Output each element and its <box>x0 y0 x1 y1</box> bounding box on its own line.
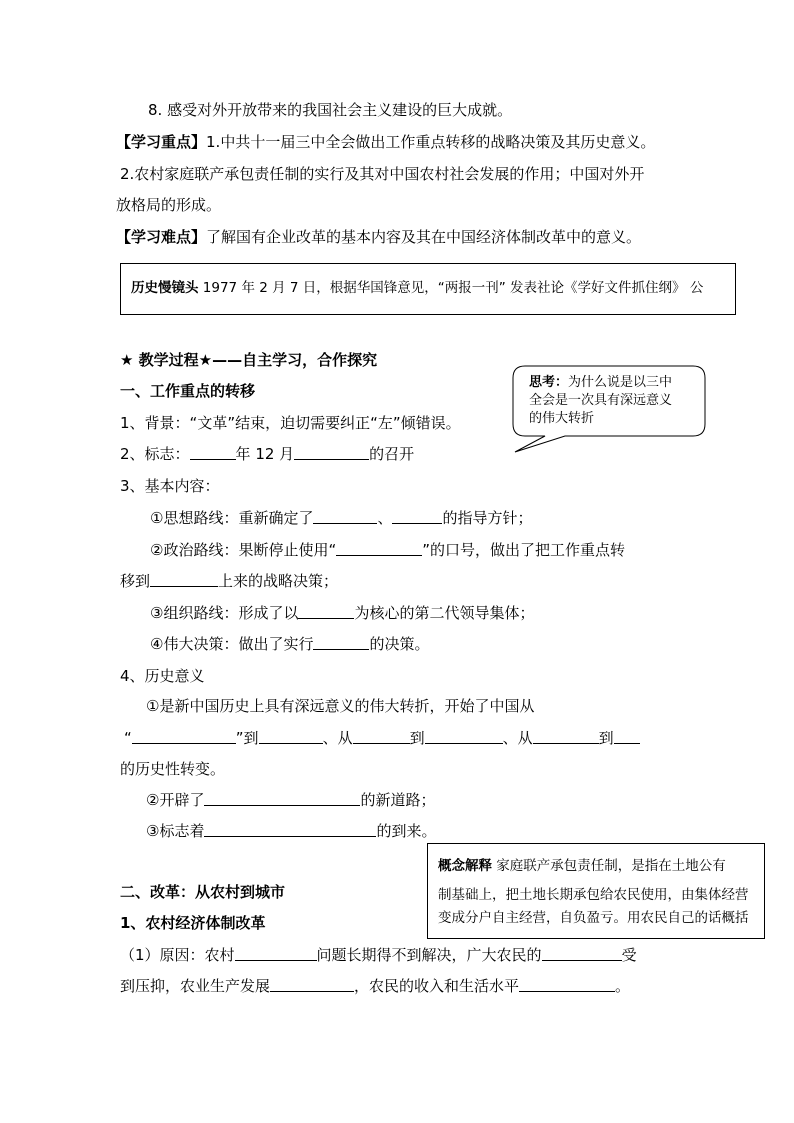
ideology-suffix: 的指导方针； <box>442 509 533 527</box>
meaning-from-2: 、从 <box>322 729 353 747</box>
meaning-line-5 <box>146 821 436 841</box>
decision-line <box>150 634 429 654</box>
think-line-2: 全会是一次具有深远意义 <box>529 393 673 408</box>
meaning-marks-label: ③标志着 <box>146 822 205 840</box>
meaning-blank-5 <box>533 728 599 744</box>
cause-blank-3 <box>270 976 354 992</box>
meaning-to-1: ”到 <box>235 729 259 747</box>
meaning-open-quote: “ <box>124 729 132 747</box>
politics-label: ②政治路线：果断停止使用“ <box>150 541 337 559</box>
concept-tag: 概念解释 <box>438 858 492 874</box>
think-bubble <box>505 362 715 457</box>
mark-year-blank <box>190 444 236 460</box>
cause-end: 。 <box>615 977 631 995</box>
meaning-road-blank <box>204 790 360 806</box>
mark-month: 年 12 月 <box>235 445 295 463</box>
decision-label: ④伟大决策：做出了实行 <box>150 635 314 653</box>
cause-line-1 <box>120 945 637 965</box>
concept-line-3: 变成分户自主经营，自负盈亏。用农民自己的话概括 <box>438 910 749 926</box>
difficulty-text: 了解国有企业改革的基本内容及其在中国经济体制改革中的意义。 <box>206 228 642 246</box>
meaning-era-suffix: 的到来。 <box>376 822 437 840</box>
process-heading: ★ 教学过程★——自主学习，合作探究 <box>120 351 378 369</box>
ideology-sep: 、 <box>377 509 393 527</box>
cause-suffix: 受 <box>621 946 637 964</box>
section1-mark <box>120 444 414 464</box>
think-line-3: 的伟大转折 <box>529 411 595 426</box>
politics-line-1 <box>150 540 625 560</box>
meaning-to-2: 到 <box>409 729 425 747</box>
meaning-blank-6 <box>614 728 640 744</box>
history-box <box>120 263 736 315</box>
difficulty-tag: 【学习难点】 <box>116 228 207 246</box>
meaning-to-3: 到 <box>598 729 614 747</box>
cause-line-2 <box>120 976 630 996</box>
focus-text-1: 1.中共十一届三中全会做出工作重点转移的战略决策及其历史意义。 <box>206 133 656 151</box>
org-line <box>150 603 534 623</box>
history-box-tag: 历史慢镜头 <box>131 280 199 296</box>
meaning-line-1: ①是新中国历史上具有深远意义的伟大转折，开始了中国从 <box>146 697 535 715</box>
difficulty-line <box>116 227 641 247</box>
meaning-line-4 <box>146 790 435 810</box>
org-blank <box>298 603 354 619</box>
cause-text-3: ，农民的收入和生活水平 <box>354 977 520 995</box>
concept-box <box>427 843 765 939</box>
history-box-text <box>131 278 703 298</box>
ideology-blank-1 <box>313 508 377 524</box>
cause-text: 问题长期得不到解决，广大农民的 <box>316 946 542 964</box>
meaning-blank-2 <box>259 728 323 744</box>
meaning-blank-3 <box>353 728 410 744</box>
politics-suffix: 上来的战略决策； <box>218 572 339 590</box>
section1-background: 1、背景：“文革”结束，迫切需要纠正“左”倾错误。 <box>120 414 461 432</box>
org-suffix: 为核心的第二代领导集体； <box>354 604 535 622</box>
cause-blank-4 <box>519 976 615 992</box>
focus-line-1 <box>116 132 655 152</box>
meaning-blank-1 <box>132 728 236 744</box>
section1-heading: 一、工作重点的转移 <box>120 382 256 400</box>
meaning-era-blank <box>204 821 376 837</box>
cause-blank-2 <box>542 945 622 961</box>
decision-blank <box>313 634 369 650</box>
ideology-label: ①思想路线：重新确定了 <box>150 509 314 527</box>
cause-label: （1）原因：农村 <box>120 946 235 964</box>
politics-move-to: 移到 <box>120 572 151 590</box>
concept-line-1 <box>438 856 726 876</box>
meaning-line-3: 的历史性转变。 <box>120 760 226 778</box>
cause-blank-1 <box>235 945 317 961</box>
concept-text-1: 家庭联产承包责任制，是指在土地公有 <box>492 858 726 874</box>
politics-focus-blank <box>150 571 218 587</box>
focus-line-2a: 2.农村家庭联产承包责任制的实行及其对中国农村社会发展的作用；中国对外开 <box>120 165 645 183</box>
section2-sub1: 1、农村经济体制改革 <box>120 914 266 932</box>
mark-meeting-blank <box>294 444 369 460</box>
ideology-blank-2 <box>392 508 442 524</box>
objective-item-8: 8. 感受对外开放带来的我国社会主义建设的巨大成就。 <box>148 101 513 119</box>
think-text-1: 为什么说是以三中 <box>568 375 673 390</box>
focus-line-2b: 放格局的形成。 <box>116 196 222 214</box>
history-box-body: 1977 年 2 月 7 日，根据华国锋意见，“两报一刊” 发表社论《学好文件抓住纲》 公 <box>198 280 704 296</box>
cause-text-2: 到压抑，农业生产发展 <box>120 977 271 995</box>
section1-content-title: 3、基本内容： <box>120 477 220 495</box>
ideology-line <box>150 508 532 528</box>
politics-line-2 <box>120 571 338 591</box>
meaning-road-suffix: 的新道路； <box>360 791 436 809</box>
politics-slogan-blank <box>336 540 422 556</box>
concept-line-2: 制基础上，把土地长期承包给农民使用，由集体经营 <box>438 887 749 903</box>
mark-suffix: 的召开 <box>369 445 415 463</box>
meaning-opened-label: ②开辟了 <box>146 791 205 809</box>
meaning-line-2 <box>124 728 640 748</box>
meaning-blank-4 <box>425 728 503 744</box>
think-line-1 <box>529 374 672 391</box>
meaning-from-3: 、从 <box>502 729 533 747</box>
focus-tag: 【学习重点】 <box>116 133 207 151</box>
decision-suffix: 的决策。 <box>369 635 430 653</box>
section2-heading: 二、改革：从农村到城市 <box>120 883 286 901</box>
meaning-title: 4、历史意义 <box>120 667 205 685</box>
think-tag: 思考： <box>529 375 569 390</box>
org-label: ③组织路线：形成了以 <box>150 604 299 622</box>
politics-text: ”的口号，做出了把工作重点转 <box>422 541 626 559</box>
mark-label: 2、标志： <box>120 445 190 463</box>
